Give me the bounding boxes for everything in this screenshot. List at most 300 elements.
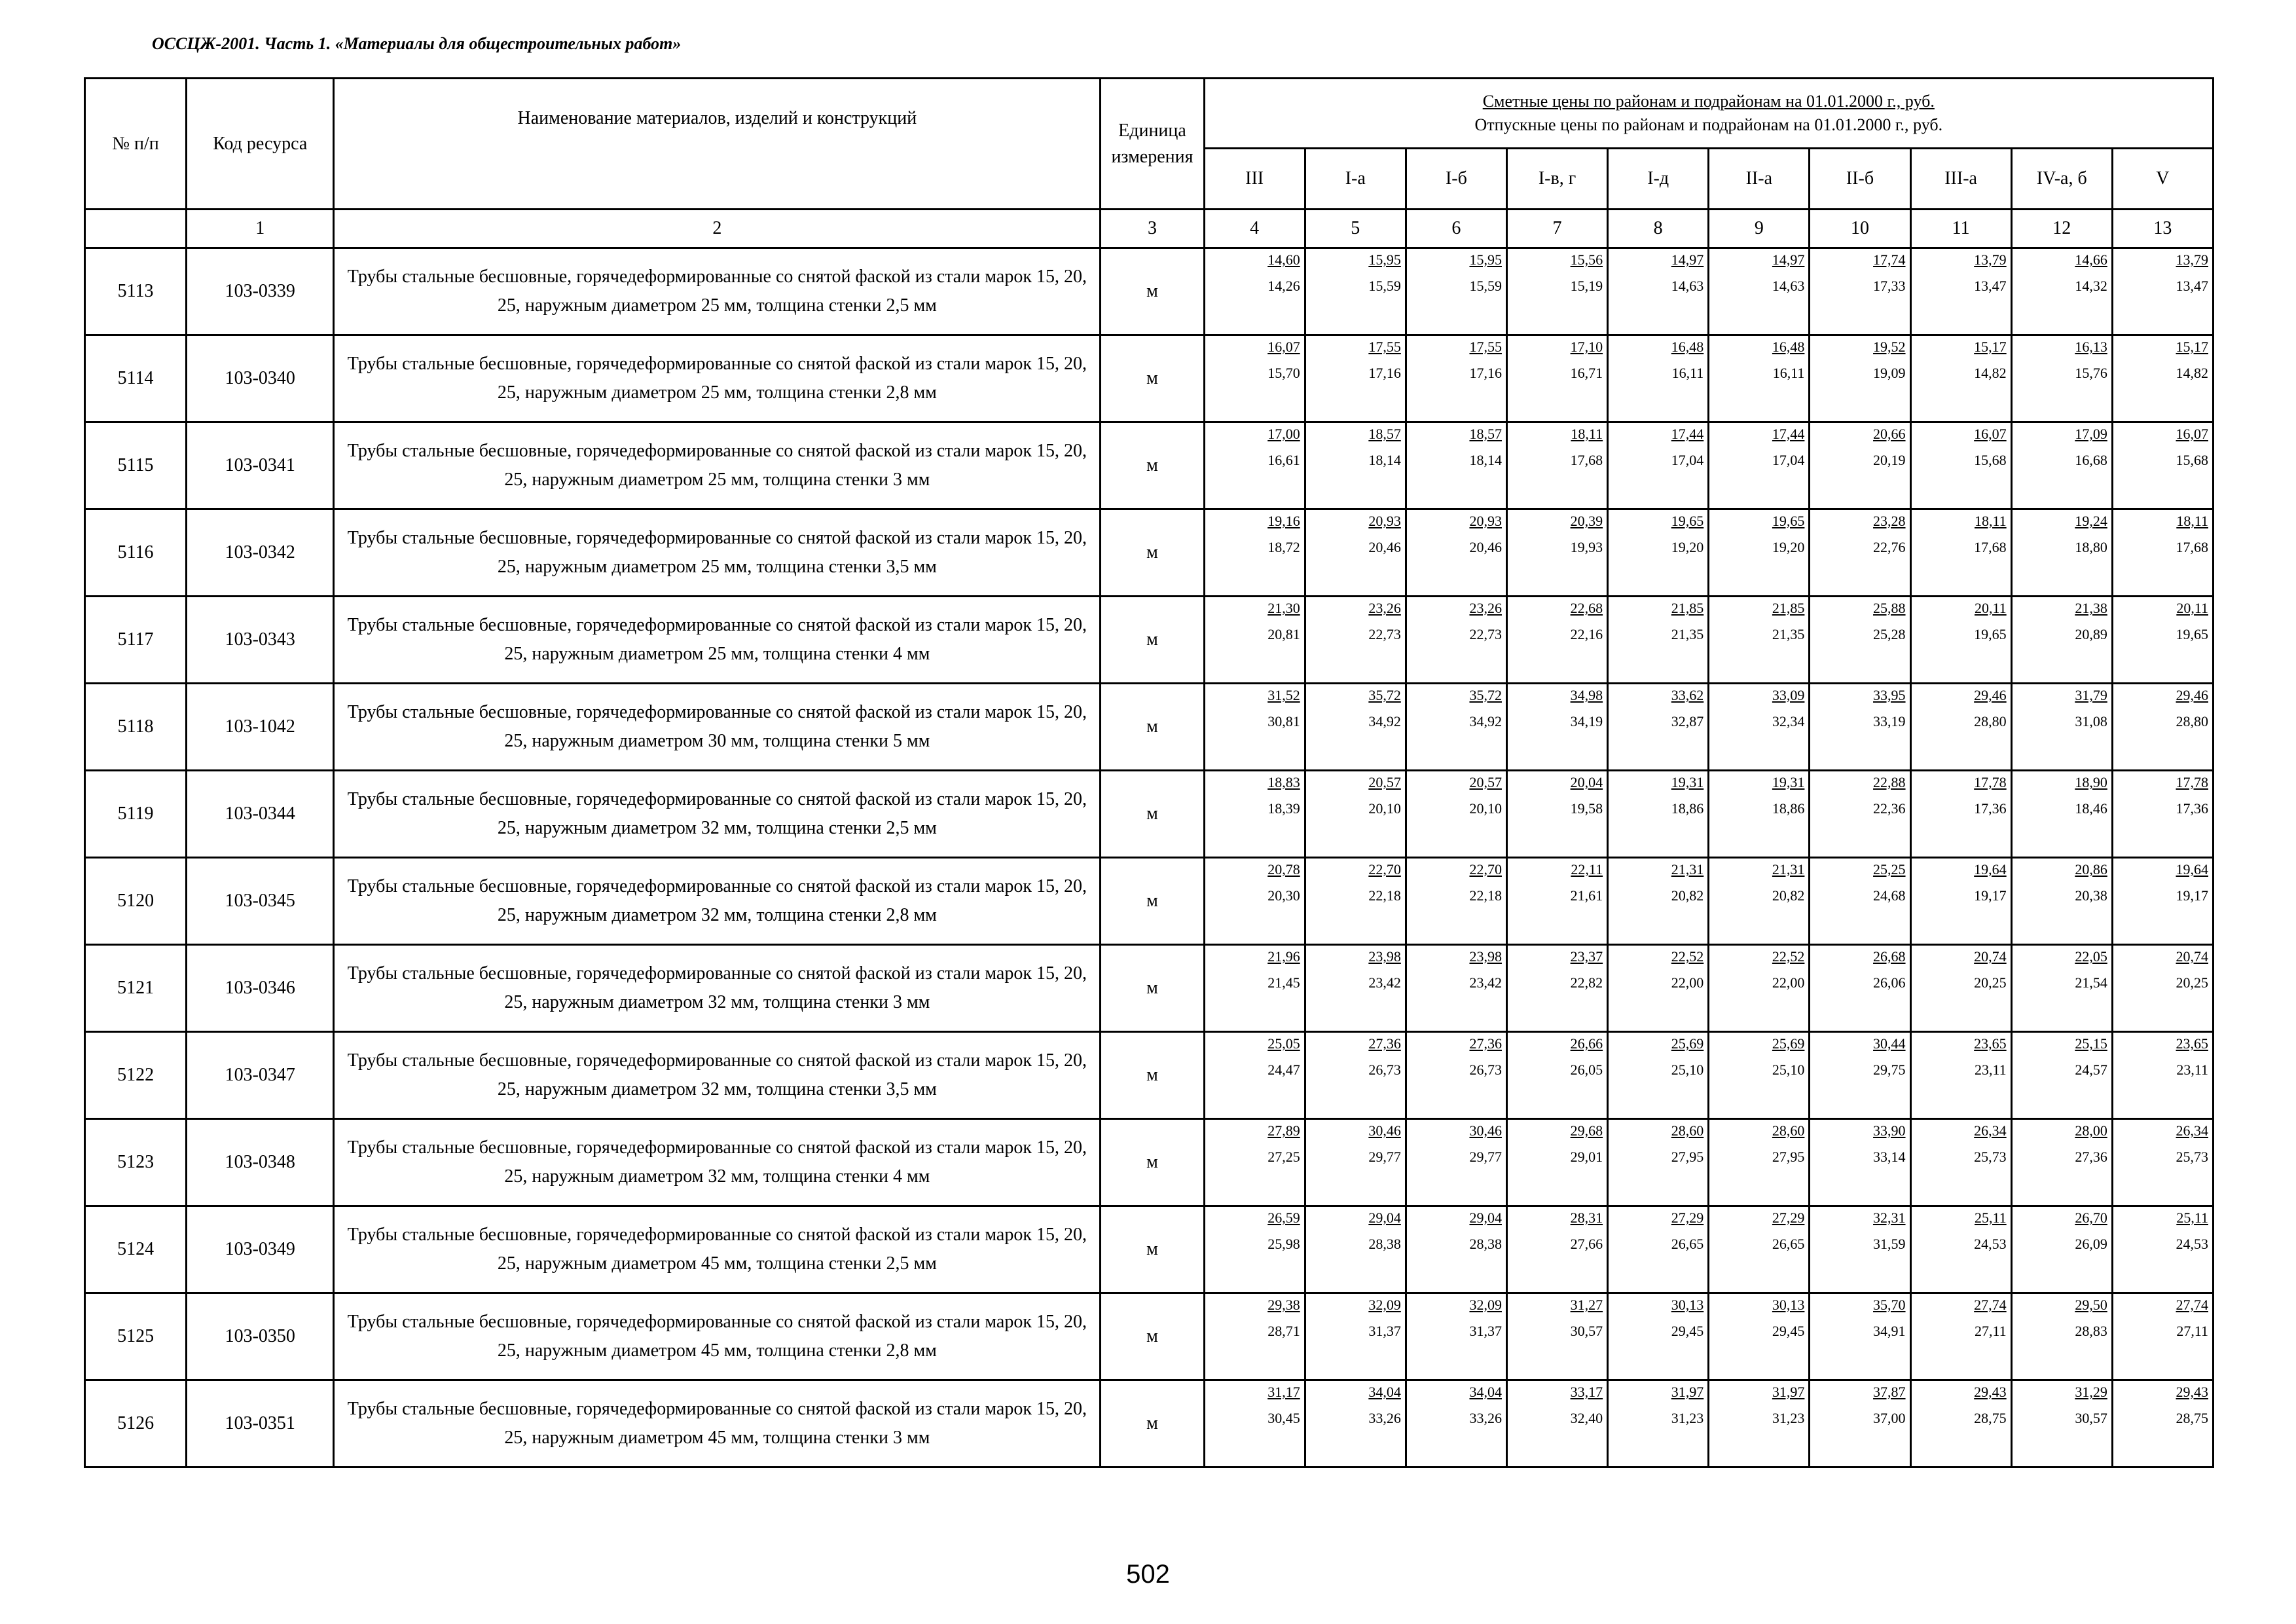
- material-name: Трубы стальные бесшовные, горячедеформированные со снятой фаской из стали марок 15, 20, 25, наружным диаметром 45 мм, толщина стенки 2,5 мм: [334, 1206, 1101, 1293]
- price-cell: [1910, 597, 2011, 684]
- row-number: 5116: [85, 509, 187, 597]
- release-price: 30,57: [1570, 1323, 1603, 1339]
- page-number: 502: [1126, 1560, 1170, 1589]
- price-cell: [1406, 858, 1506, 945]
- estimate-price: 27,74: [1974, 1297, 2007, 1313]
- prices-title-estimate: Сметные цены по районам и подрайонам на 01.01.2000 г., руб.: [1482, 92, 1935, 111]
- header-row-main: [85, 79, 2214, 149]
- table-row: [85, 597, 2214, 684]
- release-price: 29,01: [1570, 1149, 1603, 1165]
- estimate-price: 19,64: [1974, 861, 2007, 877]
- price-cell: [1305, 858, 1406, 945]
- price-cell: [1810, 945, 1910, 1032]
- estimate-price: 30,46: [1368, 1122, 1401, 1139]
- price-cell: [1709, 858, 1810, 945]
- resource-code: 103-1042: [187, 684, 334, 771]
- price-cell: [2112, 1032, 2213, 1119]
- release-price: 20,19: [1873, 452, 1906, 468]
- release-price: 26,65: [1671, 1236, 1704, 1252]
- table-row: [85, 771, 2214, 858]
- price-cell: [1506, 1206, 1607, 1293]
- release-price: 28,75: [2176, 1410, 2208, 1426]
- release-price: 30,57: [2075, 1410, 2107, 1426]
- estimate-price: 19,31: [1772, 774, 1805, 790]
- release-price: 13,47: [2176, 278, 2208, 294]
- price-cell: [2011, 771, 2112, 858]
- estimate-price: 34,04: [1368, 1384, 1401, 1400]
- release-price: 20,46: [1368, 539, 1401, 555]
- estimate-price: 16,48: [1671, 339, 1704, 355]
- resource-code: 103-0342: [187, 509, 334, 597]
- price-cell: [1305, 509, 1406, 597]
- estimate-price: 31,97: [1772, 1384, 1805, 1400]
- release-price: 22,18: [1469, 887, 1502, 904]
- release-price: 16,11: [1671, 365, 1704, 381]
- release-price: 26,65: [1772, 1236, 1805, 1252]
- price-cell: [1608, 1380, 1709, 1467]
- release-price: 18,14: [1368, 452, 1401, 468]
- estimate-price: 29,46: [2176, 687, 2208, 703]
- estimate-price: 32,09: [1368, 1297, 1401, 1313]
- estimate-price: 23,65: [2176, 1035, 2208, 1052]
- price-cell: [1204, 1380, 1305, 1467]
- unit: м: [1101, 858, 1204, 945]
- release-price: 28,80: [1974, 713, 2007, 729]
- estimate-price: 15,56: [1570, 251, 1603, 268]
- release-price: 22,73: [1368, 626, 1401, 642]
- district-header: III: [1204, 149, 1305, 210]
- estimate-price: 19,24: [2075, 513, 2107, 529]
- release-price: 19,20: [1772, 539, 1805, 555]
- release-price: 19,17: [1974, 887, 2007, 904]
- price-cell: [1204, 335, 1305, 422]
- district-header: I-д: [1608, 149, 1709, 210]
- price-cell: [1709, 684, 1810, 771]
- release-price: 21,61: [1570, 887, 1603, 904]
- release-price: 16,68: [2075, 452, 2107, 468]
- price-cell: [1608, 509, 1709, 597]
- price-cell: [1910, 1206, 2011, 1293]
- row-number: 5120: [85, 858, 187, 945]
- column-number: 11: [1910, 210, 2011, 248]
- estimate-price: 20,78: [1267, 861, 1300, 877]
- price-cell: [1810, 1119, 1910, 1206]
- table-row: [85, 509, 2214, 597]
- estimate-price: 19,52: [1873, 339, 1906, 355]
- price-cell: [2011, 335, 2112, 422]
- price-cell: [1709, 945, 1810, 1032]
- estimate-price: 21,30: [1267, 600, 1300, 616]
- price-cell: [2011, 248, 2112, 335]
- document-header: ОССЦЖ-2001. Часть 1. «Материалы для общестроительных работ»: [152, 34, 682, 53]
- estimate-price: 22,11: [1571, 861, 1603, 877]
- column-number: 3: [1101, 210, 1204, 248]
- price-cell: [2011, 509, 2112, 597]
- price-cell: [2011, 1293, 2112, 1380]
- estimate-price: 20,57: [1368, 774, 1401, 790]
- price-cell: [1608, 422, 1709, 509]
- unit: м: [1101, 1380, 1204, 1467]
- district-header: II-б: [1810, 149, 1910, 210]
- material-name: Трубы стальные бесшовные, горячедеформированные со снятой фаской из стали марок 15, 20, 25, наружным диаметром 32 мм, толщина стенки 2,8 мм: [334, 858, 1101, 945]
- release-price: 20,10: [1469, 800, 1502, 817]
- estimate-price: 26,68: [1873, 948, 1906, 965]
- price-cell: [2112, 1206, 2213, 1293]
- release-price: 17,36: [2176, 800, 2208, 817]
- estimate-price: 17,78: [2176, 774, 2208, 790]
- price-cell: [1406, 1380, 1506, 1467]
- estimate-price: 20,66: [1873, 426, 1906, 442]
- release-price: 21,45: [1267, 974, 1300, 991]
- estimate-price: 18,57: [1469, 426, 1502, 442]
- material-name: Трубы стальные бесшовные, горячедеформированные со снятой фаской из стали марок 15, 20, 25, наружным диаметром 32 мм, толщина стенки 2,5 мм: [334, 771, 1101, 858]
- price-cell: [1305, 1380, 1406, 1467]
- price-cell: [1406, 945, 1506, 1032]
- estimate-price: 21,85: [1772, 600, 1805, 616]
- release-price: 25,98: [1267, 1236, 1300, 1252]
- col-header-no: № п/п: [85, 79, 187, 210]
- col-header-code: Код ресурса: [187, 79, 334, 210]
- unit: м: [1101, 684, 1204, 771]
- price-cell: [1204, 597, 1305, 684]
- price-cell: [2112, 1119, 2213, 1206]
- estimate-price: 29,50: [2075, 1297, 2107, 1313]
- table-row: [85, 422, 2214, 509]
- release-price: 21,54: [2075, 974, 2107, 991]
- release-price: 31,37: [1469, 1323, 1502, 1339]
- release-price: 29,75: [1873, 1061, 1906, 1078]
- table-row: [85, 1119, 2214, 1206]
- release-price: 15,76: [2075, 365, 2107, 381]
- release-price: 26,73: [1469, 1061, 1502, 1078]
- release-price: 16,71: [1570, 365, 1603, 381]
- release-price: 20,81: [1267, 626, 1300, 642]
- price-cell: [1406, 335, 1506, 422]
- col-header-prices: [1204, 79, 2213, 149]
- estimate-price: 22,52: [1772, 948, 1805, 965]
- estimate-price: 34,04: [1469, 1384, 1502, 1400]
- price-cell: [1506, 684, 1607, 771]
- release-price: 28,71: [1267, 1323, 1300, 1339]
- release-price: 24,68: [1873, 887, 1906, 904]
- estimate-price: 25,88: [1873, 600, 1906, 616]
- estimate-price: 19,31: [1671, 774, 1704, 790]
- prices-title-release: Отпускные цены по районам и подрайонам на 01.01.2000 г., руб.: [1474, 115, 1943, 134]
- release-price: 21,35: [1772, 626, 1805, 642]
- release-price: 27,95: [1671, 1149, 1704, 1165]
- release-price: 14,63: [1671, 278, 1704, 294]
- estimate-price: 14,97: [1671, 251, 1704, 268]
- estimate-price: 21,31: [1671, 861, 1704, 877]
- estimate-price: 23,37: [1570, 948, 1603, 965]
- price-cell: [2112, 945, 2213, 1032]
- release-price: 20,82: [1772, 887, 1805, 904]
- district-header: IV-а, б: [2011, 149, 2112, 210]
- release-price: 24,47: [1267, 1061, 1300, 1078]
- estimate-price: 27,29: [1772, 1209, 1805, 1226]
- resource-code: 103-0345: [187, 858, 334, 945]
- table-row: [85, 248, 2214, 335]
- estimate-price: 33,17: [1570, 1384, 1603, 1400]
- release-price: 14,63: [1772, 278, 1805, 294]
- release-price: 29,77: [1368, 1149, 1401, 1165]
- estimate-price: 16,07: [1267, 339, 1300, 355]
- table-row: [85, 945, 2214, 1032]
- price-cell: [1305, 1206, 1406, 1293]
- release-price: 33,14: [1873, 1149, 1906, 1165]
- estimate-price: 31,52: [1267, 687, 1300, 703]
- estimate-price: 18,57: [1368, 426, 1401, 442]
- row-number: 5125: [85, 1293, 187, 1380]
- resource-code: 103-0340: [187, 335, 334, 422]
- estimate-price: 20,11: [1974, 600, 2007, 616]
- release-price: 18,80: [2075, 539, 2107, 555]
- price-cell: [1305, 771, 1406, 858]
- material-name: Трубы стальные бесшовные, горячедеформированные со снятой фаской из стали марок 15, 20, 25, наружным диаметром 32 мм, толщина стенки 3 мм: [334, 945, 1101, 1032]
- release-price: 19,58: [1570, 800, 1603, 817]
- price-cell: [1608, 684, 1709, 771]
- release-price: 13,47: [1974, 278, 2007, 294]
- release-price: 15,68: [2176, 452, 2208, 468]
- estimate-price: 17,74: [1873, 251, 1906, 268]
- estimate-price: 17,10: [1570, 339, 1603, 355]
- estimate-price: 27,36: [1368, 1035, 1401, 1052]
- release-price: 22,16: [1570, 626, 1603, 642]
- price-cell: [1506, 597, 1607, 684]
- price-cell: [1204, 771, 1305, 858]
- estimate-price: 19,65: [1671, 513, 1704, 529]
- estimate-price: 13,79: [2176, 251, 2208, 268]
- release-price: 25,10: [1772, 1061, 1805, 1078]
- price-cell: [2011, 1206, 2112, 1293]
- estimate-price: 22,70: [1368, 861, 1401, 877]
- estimate-price: 23,28: [1873, 513, 1906, 529]
- estimate-price: 22,52: [1671, 948, 1704, 965]
- release-price: 34,91: [1873, 1323, 1906, 1339]
- estimate-price: 18,11: [1571, 426, 1603, 442]
- release-price: 24,53: [2176, 1236, 2208, 1252]
- unit: м: [1101, 1293, 1204, 1380]
- row-number: 5118: [85, 684, 187, 771]
- estimate-price: 17,55: [1469, 339, 1502, 355]
- release-price: 17,68: [1570, 452, 1603, 468]
- unit: м: [1101, 1119, 1204, 1206]
- price-cell: [1810, 1206, 1910, 1293]
- release-price: 31,59: [1873, 1236, 1906, 1252]
- price-cell: [1910, 945, 2011, 1032]
- release-price: 15,68: [1974, 452, 2007, 468]
- estimate-price: 18,11: [1974, 513, 2007, 529]
- column-number-row: [85, 210, 2214, 248]
- price-cell: [2112, 248, 2213, 335]
- estimate-price: 20,11: [2176, 600, 2208, 616]
- price-cell: [2112, 1380, 2213, 1467]
- price-cell: [1305, 1119, 1406, 1206]
- release-price: 30,45: [1267, 1410, 1300, 1426]
- price-cell: [1608, 248, 1709, 335]
- release-price: 15,19: [1570, 278, 1603, 294]
- price-cell: [1305, 945, 1406, 1032]
- price-cell: [1305, 248, 1406, 335]
- price-cell: [2011, 1032, 2112, 1119]
- estimate-price: 34,98: [1570, 687, 1603, 703]
- release-price: 16,11: [1772, 365, 1805, 381]
- release-price: 22,73: [1469, 626, 1502, 642]
- estimate-price: 19,16: [1267, 513, 1300, 529]
- price-cell: [1204, 1119, 1305, 1206]
- price-cell: [1204, 248, 1305, 335]
- release-price: 22,36: [1873, 800, 1906, 817]
- material-name: Трубы стальные бесшовные, горячедеформированные со снятой фаской из стали марок 15, 20, 25, наружным диаметром 45 мм, толщина стенки 3 мм: [334, 1380, 1101, 1467]
- release-price: 31,37: [1368, 1323, 1401, 1339]
- table-row: [85, 1032, 2214, 1119]
- price-cell: [1709, 771, 1810, 858]
- price-cell: [1709, 1206, 1810, 1293]
- price-cell: [1608, 1119, 1709, 1206]
- price-cell: [1608, 771, 1709, 858]
- unit: м: [1101, 422, 1204, 509]
- estimate-price: 33,62: [1671, 687, 1704, 703]
- price-cell: [1910, 1032, 2011, 1119]
- estimate-price: 23,26: [1469, 600, 1502, 616]
- release-price: 34,92: [1469, 713, 1502, 729]
- estimate-price: 31,27: [1570, 1297, 1603, 1313]
- price-cell: [1305, 335, 1406, 422]
- release-price: 34,92: [1368, 713, 1401, 729]
- estimate-price: 26,66: [1570, 1035, 1603, 1052]
- release-price: 27,11: [2176, 1323, 2208, 1339]
- release-price: 29,45: [1772, 1323, 1805, 1339]
- estimate-price: 27,89: [1267, 1122, 1300, 1139]
- price-cell: [2011, 858, 2112, 945]
- material-name: Трубы стальные бесшовные, горячедеформированные со снятой фаской из стали марок 15, 20, 25, наружным диаметром 25 мм, толщина стенки 2,5 мм: [334, 248, 1101, 335]
- unit: м: [1101, 1206, 1204, 1293]
- release-price: 27,95: [1772, 1149, 1805, 1165]
- price-cell: [1910, 684, 2011, 771]
- price-cell: [1506, 1032, 1607, 1119]
- release-price: 15,59: [1469, 278, 1502, 294]
- resource-code: 103-0341: [187, 422, 334, 509]
- price-cell: [1709, 1119, 1810, 1206]
- price-cell: [1406, 1032, 1506, 1119]
- release-price: 22,18: [1368, 887, 1401, 904]
- price-cell: [1406, 509, 1506, 597]
- estimate-price: 33,95: [1873, 687, 1906, 703]
- estimate-price: 35,70: [1873, 1297, 1906, 1313]
- price-cell: [2112, 597, 2213, 684]
- estimate-price: 29,46: [1974, 687, 2007, 703]
- column-number: 13: [2112, 210, 2213, 248]
- district-header: I-в, г: [1506, 149, 1607, 210]
- price-cell: [2011, 1119, 2112, 1206]
- release-price: 28,83: [2075, 1323, 2107, 1339]
- price-cell: [1709, 1293, 1810, 1380]
- column-number: 10: [1810, 210, 1910, 248]
- district-header: I-б: [1406, 149, 1506, 210]
- price-cell: [1506, 945, 1607, 1032]
- release-price: 18,86: [1772, 800, 1805, 817]
- resource-code: 103-0349: [187, 1206, 334, 1293]
- price-cell: [2112, 422, 2213, 509]
- column-number: 9: [1709, 210, 1810, 248]
- estimate-price: 33,09: [1772, 687, 1805, 703]
- price-cell: [1608, 1206, 1709, 1293]
- resource-code: 103-0346: [187, 945, 334, 1032]
- release-price: 29,77: [1469, 1149, 1502, 1165]
- district-header: V: [2112, 149, 2213, 210]
- release-price: 14,26: [1267, 278, 1300, 294]
- col-header-name: Наименование материалов, изделий и конструкций: [334, 79, 1101, 210]
- price-cell: [1506, 422, 1607, 509]
- release-price: 33,19: [1873, 713, 1906, 729]
- release-price: 25,73: [2176, 1149, 2208, 1165]
- release-price: 26,05: [1570, 1061, 1603, 1078]
- estimate-price: 26,34: [1974, 1122, 2007, 1139]
- release-price: 19,93: [1570, 539, 1603, 555]
- estimate-price: 29,38: [1267, 1297, 1300, 1313]
- release-price: 23,11: [1974, 1061, 2007, 1078]
- column-number-empty: [85, 210, 187, 248]
- column-number: 4: [1204, 210, 1305, 248]
- price-cell: [1709, 597, 1810, 684]
- price-cell: [1305, 597, 1406, 684]
- estimate-price: 16,48: [1772, 339, 1805, 355]
- estimate-price: 15,95: [1469, 251, 1502, 268]
- estimate-price: 28,00: [2075, 1122, 2107, 1139]
- estimate-price: 37,87: [1873, 1384, 1906, 1400]
- release-price: 17,68: [1974, 539, 2007, 555]
- estimate-price: 20,57: [1469, 774, 1502, 790]
- release-price: 20,46: [1469, 539, 1502, 555]
- release-price: 20,25: [1974, 974, 2007, 991]
- estimate-price: 21,96: [1267, 948, 1300, 965]
- price-cell: [1910, 509, 2011, 597]
- estimate-price: 22,05: [2075, 948, 2107, 965]
- release-price: 20,30: [1267, 887, 1300, 904]
- price-cell: [1910, 248, 2011, 335]
- price-cell: [1709, 335, 1810, 422]
- estimate-price: 25,05: [1267, 1035, 1300, 1052]
- estimate-price: 25,15: [2075, 1035, 2107, 1052]
- column-number: 5: [1305, 210, 1406, 248]
- release-price: 37,00: [1873, 1410, 1906, 1426]
- estimate-price: 21,85: [1671, 600, 1704, 616]
- price-cell: [1406, 248, 1506, 335]
- release-price: 32,87: [1671, 713, 1704, 729]
- table-row: [85, 1380, 2214, 1467]
- price-cell: [1810, 858, 1910, 945]
- material-name: Трубы стальные бесшовные, горячедеформированные со снятой фаской из стали марок 15, 20, 25, наружным диаметром 30 мм, толщина стенки 5 мм: [334, 684, 1101, 771]
- estimate-price: 25,69: [1671, 1035, 1704, 1052]
- estimate-price: 35,72: [1469, 687, 1502, 703]
- price-cell: [1506, 771, 1607, 858]
- estimate-price: 17,44: [1671, 426, 1704, 442]
- release-price: 29,45: [1671, 1323, 1704, 1339]
- release-price: 26,73: [1368, 1061, 1401, 1078]
- release-price: 24,57: [2075, 1061, 2107, 1078]
- release-price: 24,53: [1974, 1236, 2007, 1252]
- resource-code: 103-0351: [187, 1380, 334, 1467]
- release-price: 19,65: [2176, 626, 2208, 642]
- estimate-price: 30,46: [1469, 1122, 1502, 1139]
- material-name: Трубы стальные бесшовные, горячедеформированные со снятой фаской из стали марок 15, 20, 25, наружным диаметром 25 мм, толщина стенки 3 мм: [334, 422, 1101, 509]
- estimate-price: 28,60: [1772, 1122, 1805, 1139]
- price-cell: [1608, 1293, 1709, 1380]
- release-price: 18,46: [2075, 800, 2107, 817]
- release-price: 15,59: [1368, 278, 1401, 294]
- estimate-price: 20,04: [1570, 774, 1603, 790]
- release-price: 25,73: [1974, 1149, 2007, 1165]
